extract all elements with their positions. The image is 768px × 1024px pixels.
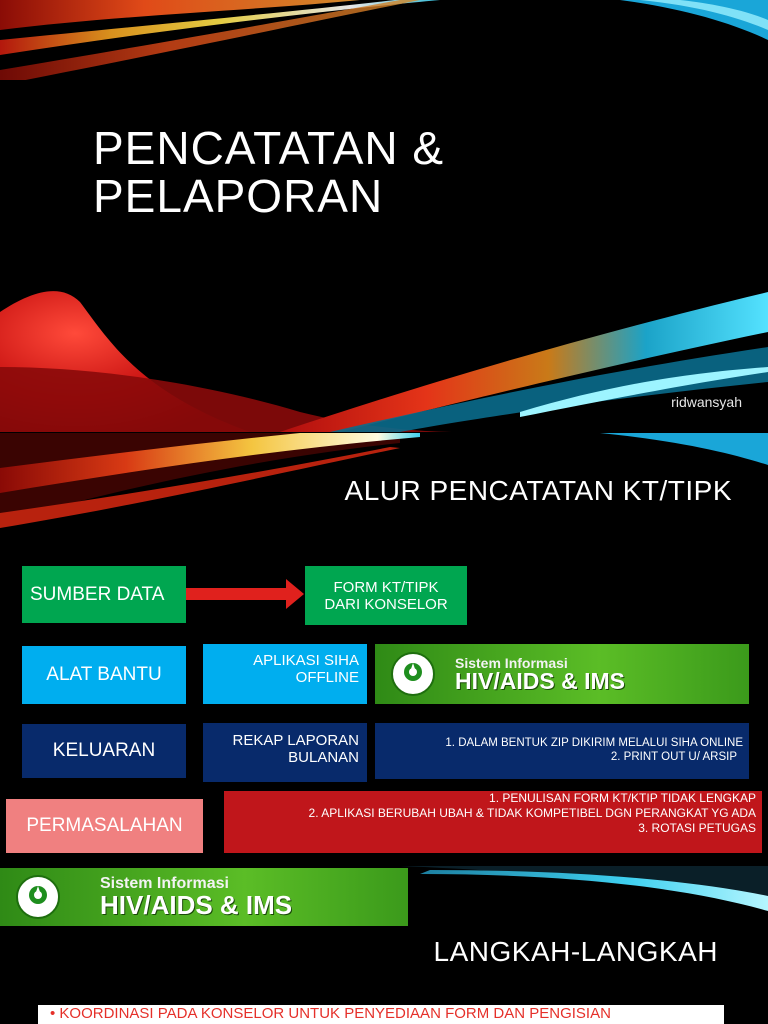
permasalahan-item-1: 1. PENULISAN FORM KT/KTIP TIDAK LENGKAP xyxy=(489,791,756,805)
sumber-data-label: SUMBER DATA xyxy=(30,583,165,605)
logo-line-1: Sistem Informasi xyxy=(455,654,568,671)
slide-langkah xyxy=(0,866,768,1024)
siha-logo-banner xyxy=(375,644,749,704)
bullet-text: KOORDINASI PADA KONSELOR UNTUK PENYEDIAAN FORM DAN PENGISIAN xyxy=(59,1005,611,1022)
bottom-swoosh-graphic xyxy=(0,272,768,432)
permasalahan-item-3: 3. ROTASI PETUGAS xyxy=(638,821,756,835)
logo-line-1: Sistem Informasi xyxy=(100,875,229,892)
keluaran-list-box xyxy=(375,723,749,779)
sumber-data-box xyxy=(22,566,186,623)
slide-title: LANGKAH-LANGKAH xyxy=(433,936,718,967)
permasalahan-list-box xyxy=(224,791,762,853)
permasalahan-item-2: 2. APLIKASI BERUBAH UBAH & TIDAK KOMPETIBEL DGN PERANGKAT YG ADA xyxy=(308,806,756,820)
logo-line-2: HIV/AIDS & IMS xyxy=(100,890,293,920)
form-kt-tipk-box xyxy=(305,566,467,625)
rekap-line-1: REKAP LAPORAN xyxy=(232,732,359,749)
top-swoosh-graphic xyxy=(0,0,768,80)
logo-line-2: HIV/AIDS & IMS xyxy=(455,667,625,694)
bakti-husada-emblem-icon xyxy=(16,875,60,919)
rekap-line-2: BULANAN xyxy=(288,749,359,766)
aplikasi-line-2: OFFLINE xyxy=(295,669,359,686)
permasalahan-label: PERMASALAHAN xyxy=(26,815,183,836)
bakti-husada-emblem-icon xyxy=(391,652,435,696)
bullet-dot-icon: • xyxy=(50,1005,60,1022)
presentation-title xyxy=(93,124,444,220)
alat-bantu-label: ALAT BANTU xyxy=(46,664,162,685)
slide-alur xyxy=(0,433,768,865)
permasalahan-box xyxy=(6,799,203,853)
permasalahan-list xyxy=(309,791,756,836)
aplikasi-siha-box xyxy=(203,644,367,704)
form-line-1: FORM KT/TIPK xyxy=(333,578,439,596)
title-line-2: PELAPORAN xyxy=(93,170,384,222)
siha-logo-banner-large xyxy=(0,868,408,926)
form-line-2: DARI KONSELOR xyxy=(324,595,448,613)
title-line-1: PENCATATAN & xyxy=(93,122,445,174)
keluaran-label: KELUARAN xyxy=(52,740,156,761)
slide-title xyxy=(0,0,768,432)
rekap-laporan-box xyxy=(203,723,367,782)
bullet-item xyxy=(38,1005,724,1024)
alat-bantu-box xyxy=(22,646,186,704)
author-name: ridwansyah xyxy=(671,394,742,410)
keluaran-item-1: 1. DALAM BENTUK ZIP DIKIRIM MELALUI SIHA ONLINE xyxy=(445,737,743,749)
keluaran-item-2: 2. PRINT OUT U/ ARSIP xyxy=(610,751,737,763)
keluaran-box xyxy=(22,724,186,778)
slide-title: ALUR PENCATATAN KT/TIPK xyxy=(344,475,732,506)
keluaran-list xyxy=(445,736,743,764)
aplikasi-line-1: APLIKASI SIHA xyxy=(253,652,359,669)
arrow-right-icon xyxy=(186,579,306,609)
